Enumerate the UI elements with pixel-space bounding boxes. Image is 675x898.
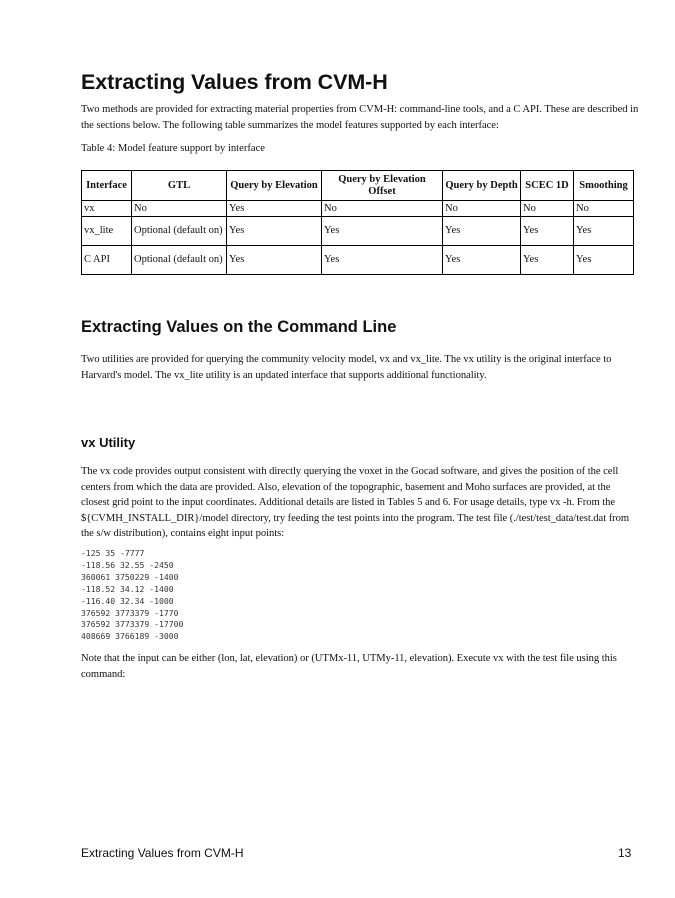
code-line: -125 35 -7777 [81, 548, 145, 558]
header-cell: Query by Elevation [227, 171, 322, 201]
feature-support-table [81, 170, 634, 275]
table-cell: No [443, 201, 521, 217]
table-cell: Yes [227, 246, 322, 275]
table-cell: Yes [443, 217, 521, 246]
table-caption: Table 4: Model feature support by interface [81, 143, 265, 154]
code-line: 408669 3766189 -3000 [81, 631, 179, 642]
table-cell: Yes [443, 246, 521, 275]
table-cell: No [132, 201, 227, 217]
header-cell: Smoothing [574, 171, 634, 201]
command-line-paragraph: Two utilities are provided for querying the community velocity model, vx and vx_lite. The vx utility is the original interface to Harvard's model. The vx_lite utility is an updated interface that supports additional functionality. [81, 354, 612, 381]
table-row [82, 201, 634, 217]
code-line: -118.56 32.55 -2450 [81, 559, 174, 570]
footer-section-title: Extracting Values from CVM-H [81, 846, 244, 860]
code-line: 376592 3773379 -17700 [81, 619, 184, 630]
table-cell: Yes [227, 217, 322, 246]
table-row [82, 246, 634, 275]
table-cell: vx [82, 201, 132, 217]
table-cell: Yes [574, 246, 634, 275]
table-cell: Yes [574, 217, 634, 246]
table-cell: Optional (default on) [132, 217, 227, 246]
code-line: -118.52 34.12 -1400 [81, 583, 174, 594]
vx-utility-heading: vx Utility [81, 435, 136, 450]
code-line: 360061 3750229 -1400 [81, 571, 179, 582]
page-number: 13 [618, 846, 632, 860]
table-cell: Yes [227, 201, 322, 217]
header-cell: Query by Depth [443, 171, 521, 201]
table-cell: No [322, 201, 443, 217]
header-cell: GTL [132, 171, 227, 201]
vx-utility-paragraph: The vx code provides output consistent with directly querying the voxet in the Gocad software, and gives the position of the cell centers from which the data are provided. Also, elevation of the topographic, basement and Moho surfaces are provided, at the closest grid point to the input coordinates. Additional details are listed in Tables 5 and 6. For usage details, type vx -h. From the ${CVMH_INSTALL_DIR}/model directory, try feeding the test points into the program. The test file (./test/test_data/test.dat from the s/w distribution), contains eight input points: [81, 466, 630, 539]
table-row [82, 217, 634, 246]
code-line: -116.40 32.34 -1000 [81, 595, 174, 606]
table-cell: Yes [322, 217, 443, 246]
test-points-code-block [81, 548, 183, 643]
section-title: Extracting Values from CVM-H [81, 70, 388, 94]
table-cell: vx_lite [82, 217, 132, 246]
table-header-row [82, 171, 634, 201]
table-cell: No [521, 201, 574, 217]
table-cell: No [574, 201, 634, 217]
table-cell: Yes [521, 246, 574, 275]
command-line-heading: Extracting Values on the Command Line [81, 318, 397, 336]
code-line: 376592 3773379 -1770 [81, 607, 179, 618]
table-cell: Yes [521, 217, 574, 246]
table-cell: Optional (default on) [132, 246, 227, 275]
note-paragraph: Note that the input can be either (lon, lat, elevation) or (UTMx-11, UTMy-11, elevation). Execute vx with the test file using this command: [81, 653, 617, 680]
intro-paragraph: Two methods are provided for extracting material properties from CVM-H: command-line tools, and a C API. These are described in the sections below. The following table summarizes the model features supported by each interface: [81, 104, 639, 131]
header-cell: Interface [82, 171, 132, 201]
header-cell: SCEC 1D [521, 171, 574, 201]
table-cell: Yes [322, 246, 443, 275]
header-cell: Query by Elevation Offset [322, 171, 443, 201]
table-cell: C API [82, 246, 132, 275]
